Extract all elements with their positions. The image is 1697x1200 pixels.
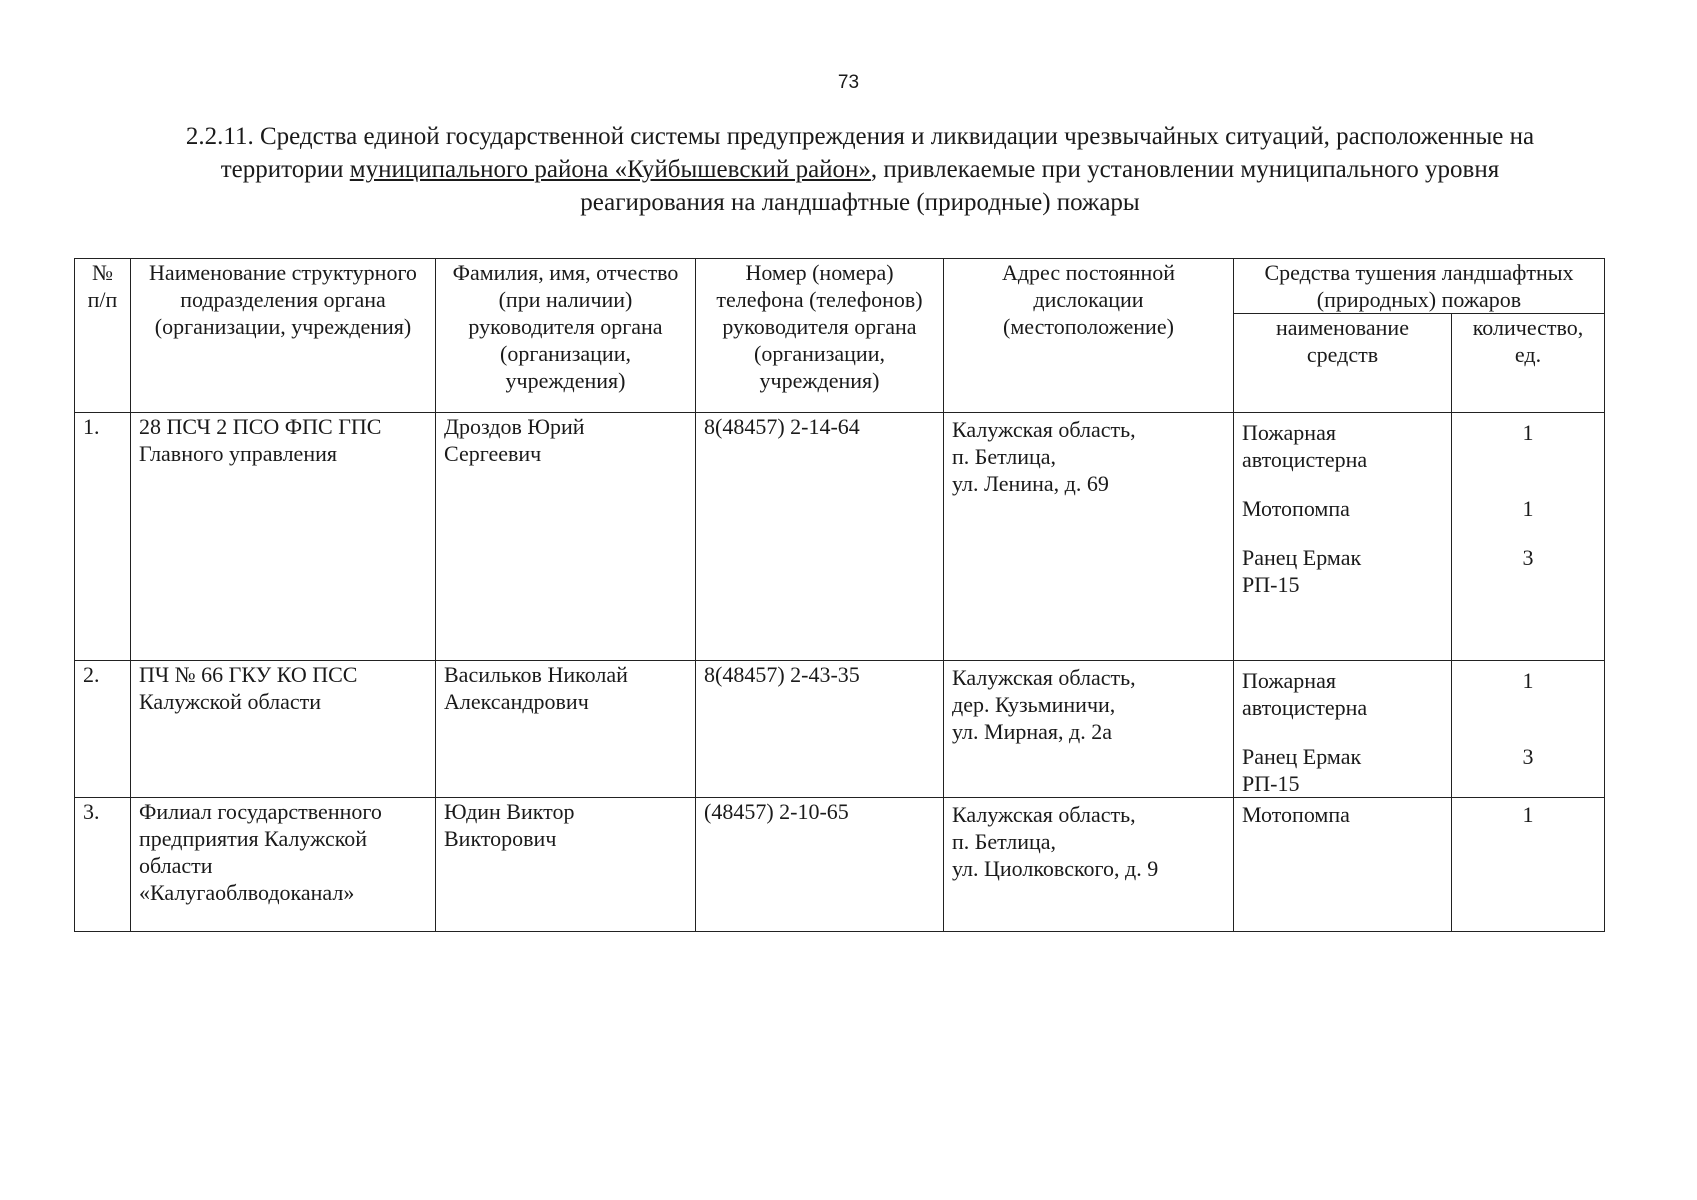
means-name: автоцистерна (1242, 447, 1368, 472)
cell-phone: 8(48457) 2-14-64 (696, 413, 944, 661)
cell-unit: 28 ПСЧ 2 ПСО ФПС ГПС Главного управления (131, 413, 436, 661)
means-name: Мотопомпа (1242, 496, 1350, 521)
means-name: автоцистерна (1242, 695, 1368, 720)
means-name: Ранец Ермак (1242, 744, 1362, 769)
cell-head: Васильков Николай Александрович (436, 661, 696, 798)
col-header-num: № п/п (75, 259, 131, 413)
address-line: п. Бетлица, (952, 444, 1057, 469)
page-number: 73 (837, 72, 860, 93)
table-row (75, 661, 1605, 798)
heading-line-1: 2.2.11. Средства единой государственной системы предупреждения и ликвидации чрезвычайных ситуаций, расположенные на (185, 123, 1535, 150)
means-name: Пожарная (1242, 668, 1336, 693)
heading-line-2 (140, 153, 1580, 186)
col-header-address: Адрес постоянной дислокации (местоположение) (944, 259, 1234, 413)
means-qty: 3 (1522, 744, 1534, 769)
heading-line-3: реагирования на ландшафтные (природные) пожары (580, 189, 1140, 216)
cell-head: Юдин Виктор Викторович (436, 798, 696, 932)
cell-address (944, 661, 1234, 798)
col-header-means-group: Средства тушения ландшафтных (природных) пожаров (1234, 259, 1605, 314)
address-line: Калужская область, (952, 665, 1136, 690)
table-row (75, 413, 1605, 661)
address-line: ул. Ленина, д. 69 (952, 471, 1109, 496)
cell-num: 1. (75, 413, 131, 661)
col-header-means-qty: количество, ед. (1452, 314, 1605, 413)
means-qty: 1 (1522, 802, 1534, 827)
cell-num: 2. (75, 661, 131, 798)
document-heading (140, 120, 1580, 219)
means-name: Пожарная (1242, 420, 1336, 445)
cell-address (944, 413, 1234, 661)
cell-means-qty (1452, 798, 1605, 932)
address-line: п. Бетлица, (952, 829, 1057, 854)
heading-line-2-pre: территории (220, 156, 350, 183)
address-line: дер. Кузьминичи, (952, 692, 1116, 717)
means-name: РП-15 (1242, 771, 1300, 796)
cell-phone: (48457) 2-10-65 (696, 798, 944, 932)
cell-means-name (1234, 798, 1452, 932)
table-header-row (75, 259, 1605, 314)
resources-table (74, 258, 1605, 932)
col-header-unit: Наименование структурного подразделения органа (организации, учреждения) (131, 259, 436, 413)
cell-unit: Филиал государственного предприятия Калужской области «Калугаоблводоканал» (131, 798, 436, 932)
address-line: Калужская область, (952, 802, 1136, 827)
means-name: Мотопомпа (1242, 802, 1350, 827)
col-header-head: Фамилия, имя, отчество (при наличии) руководителя органа (организации, учреждения) (436, 259, 696, 413)
cell-means-qty (1452, 661, 1605, 798)
cell-phone: 8(48457) 2-43-35 (696, 661, 944, 798)
address-line: ул. Циолковского, д. 9 (952, 856, 1159, 881)
heading-line-2-post: , привлекаемые при установлении муниципального уровня (870, 156, 1500, 183)
cell-head: Дроздов Юрий Сергеевич (436, 413, 696, 661)
means-qty: 1 (1522, 420, 1534, 445)
district-name: муниципального района «Куйбышевский район» (349, 156, 871, 183)
col-header-phone: Номер (номера) телефона (телефонов) руководителя органа (организации, учреждения) (696, 259, 944, 413)
address-line: ул. Мирная, д. 2а (952, 719, 1112, 744)
means-name: Ранец Ермак (1242, 545, 1362, 570)
cell-address (944, 798, 1234, 932)
cell-unit: ПЧ № 66 ГКУ КО ПСС Калужской области (131, 661, 436, 798)
means-qty: 3 (1522, 545, 1534, 570)
cell-means-name (1234, 661, 1452, 798)
col-header-means-name: наименование средств (1234, 314, 1452, 413)
means-qty: 1 (1522, 668, 1534, 693)
means-qty: 1 (1522, 496, 1534, 521)
cell-means-name (1234, 413, 1452, 661)
table-row (75, 798, 1605, 932)
means-name: РП-15 (1242, 572, 1300, 597)
cell-num: 3. (75, 798, 131, 932)
address-line: Калужская область, (952, 417, 1136, 442)
cell-means-qty (1452, 413, 1605, 661)
